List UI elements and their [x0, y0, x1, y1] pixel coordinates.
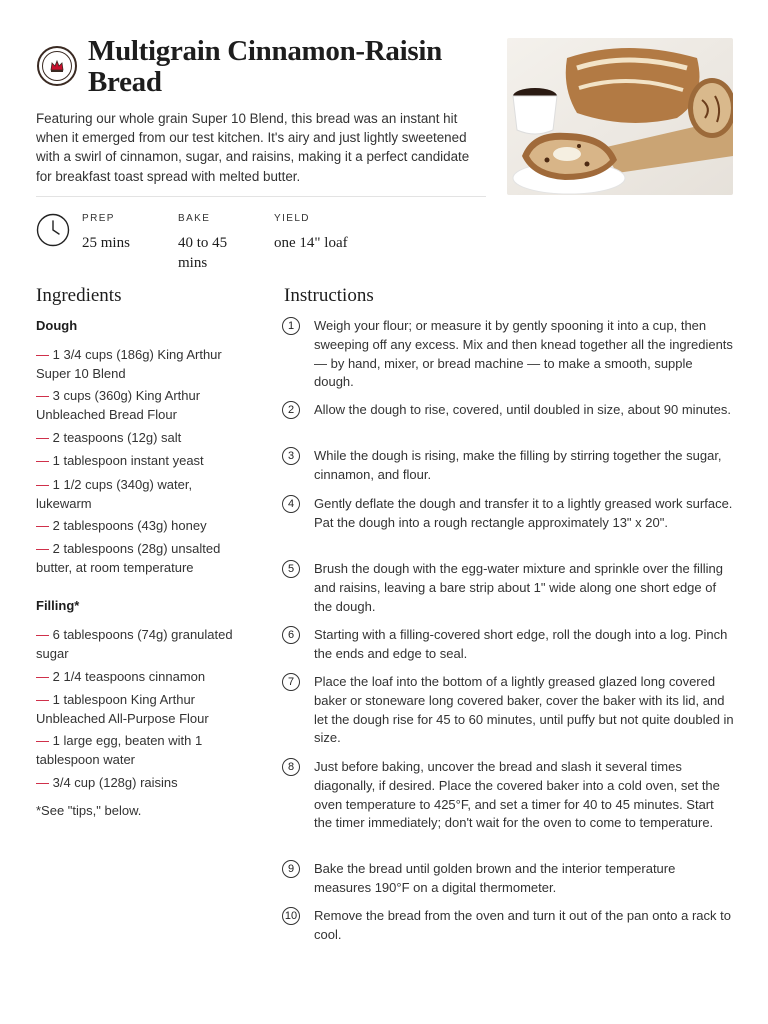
clock-icon: [36, 213, 70, 247]
header-divider: [36, 196, 486, 197]
step-number: 8: [282, 758, 300, 776]
dash: —: [36, 775, 49, 790]
ingredient-item: — 2 1/4 teaspoons cinnamon: [36, 669, 206, 684]
step-number: 2: [282, 401, 300, 419]
dash: —: [36, 627, 49, 642]
dash: —: [36, 347, 49, 362]
prep-value: 25 mins: [82, 235, 130, 251]
dough-heading: Dough: [36, 318, 78, 333]
ingredient-item: — 2 teaspoons (12g) salt: [36, 430, 182, 445]
ingredient-item: — 1 3/4 cups (186g) King Arthur Super 10 Blend: [36, 347, 222, 381]
prep-label: PREP: [82, 213, 115, 224]
step-text: Gently deflate the dough and transfer it to a lightly greased work surface. Pat the dough into a rough rectangle approximately 13" x 20".: [314, 496, 733, 530]
yield-value: one 14" loaf: [274, 235, 348, 251]
recipe-intro: Featuring our whole grain Super 10 Blend, this bread was an instant hit when it emerged from our test kitchen. It's airy and just lightly sweetened with a swirl of cinnamon, sugar, and raisins, making it a perfect candidate for breakfast toast spread with melted butter.: [36, 111, 470, 184]
step-text: While the dough is rising, make the filling by stirring together the sugar, cinnamon, and flour.: [314, 448, 722, 482]
step-text: Allow the dough to rise, covered, until doubled in size, about 90 minutes.: [314, 402, 731, 417]
instructions-heading: Instructions: [284, 285, 374, 306]
dash: —: [36, 388, 49, 403]
step-number: 3: [282, 447, 300, 465]
ingredient-item: — 2 tablespoons (43g) honey: [36, 518, 207, 533]
step-text: Place the loaf into the bottom of a lightly greased glazed long covered baker or stoneware long covered baker, cover the baker with its lid, and let the dough rise for 45 to 60 minutes, until puffy but not quite doubled in size.: [314, 674, 734, 746]
brand-logo-icon: [37, 46, 77, 86]
step-text: Bake the bread until golden brown and the interior temperature measures 190°F on a digital thermometer.: [314, 861, 676, 895]
step-text: Just before baking, uncover the bread and slash it several times diagonally, if desired. Place the covered baker into a cold oven, set the oven temperature to 425°F, and set a timer for 40 to 45 minutes. Start the timer immediately; don't wait for the oven to come to temperature.: [314, 759, 720, 831]
ingredient-item: — 3 cups (360g) King Arthur Unbleached Bread Flour: [36, 388, 201, 422]
step-number: 7: [282, 673, 300, 691]
ingredient-item: — 1 large egg, beaten with 1 tablespoon water: [36, 733, 203, 767]
ingredient-item: — 6 tablespoons (74g) granulated sugar: [36, 627, 233, 661]
dash: —: [36, 518, 49, 533]
ingredient-item: — 2 tablespoons (28g) unsalted butter, at room temperature: [36, 541, 221, 575]
dash: —: [36, 541, 49, 556]
dash: —: [36, 477, 49, 492]
dash: —: [36, 430, 49, 445]
step-number: 9: [282, 860, 300, 878]
ingredient-item: — 3/4 cup (128g) raisins: [36, 775, 178, 790]
bake-label: BAKE: [178, 213, 211, 224]
ingredient-item: — 1 tablespoon instant yeast: [36, 453, 204, 468]
dash: —: [36, 669, 49, 684]
bake-value: 40 to 45 mins: [178, 235, 228, 271]
step-text: Starting with a filling-covered short edge, roll the dough into a log. Pinch the ends and edge to seal.: [314, 627, 728, 661]
step-text: Brush the dough with the egg-water mixture and sprinkle over the filling and raisins, leaving a bare strip about 1" wide along one short edge of the dough.: [314, 561, 723, 614]
step-number: 4: [282, 495, 300, 513]
step-text: Remove the bread from the oven and turn it out of the pan onto a rack to cool.: [314, 908, 731, 942]
dash: —: [36, 692, 49, 707]
ingredient-item: — 1 1/2 cups (340g) water, lukewarm: [36, 477, 193, 511]
filling-heading: Filling*: [36, 598, 80, 613]
tips-note: *See "tips," below.: [36, 803, 142, 818]
yield-label: YIELD: [274, 213, 310, 224]
dash: —: [36, 453, 49, 468]
step-number: 6: [282, 626, 300, 644]
ingredient-item: — 1 tablespoon King Arthur Unbleached All-Purpose Flour: [36, 692, 209, 726]
recipe-title: Multigrain Cinnamon-Raisin Bread: [88, 35, 442, 98]
dash: —: [36, 733, 49, 748]
ingredients-heading: Ingredients: [36, 285, 122, 306]
step-text: Weigh your flour; or measure it by gently spooning it into a cup, then sweeping off any excess. Mix and then knead together all the ingredients — by hand, mixer, or bread machine — to make a smooth, supple dough.: [314, 318, 733, 390]
step-number: 5: [282, 560, 300, 578]
step-number: 1: [282, 317, 300, 335]
step-number: 10: [282, 907, 300, 925]
recipe-photo: [507, 38, 733, 195]
